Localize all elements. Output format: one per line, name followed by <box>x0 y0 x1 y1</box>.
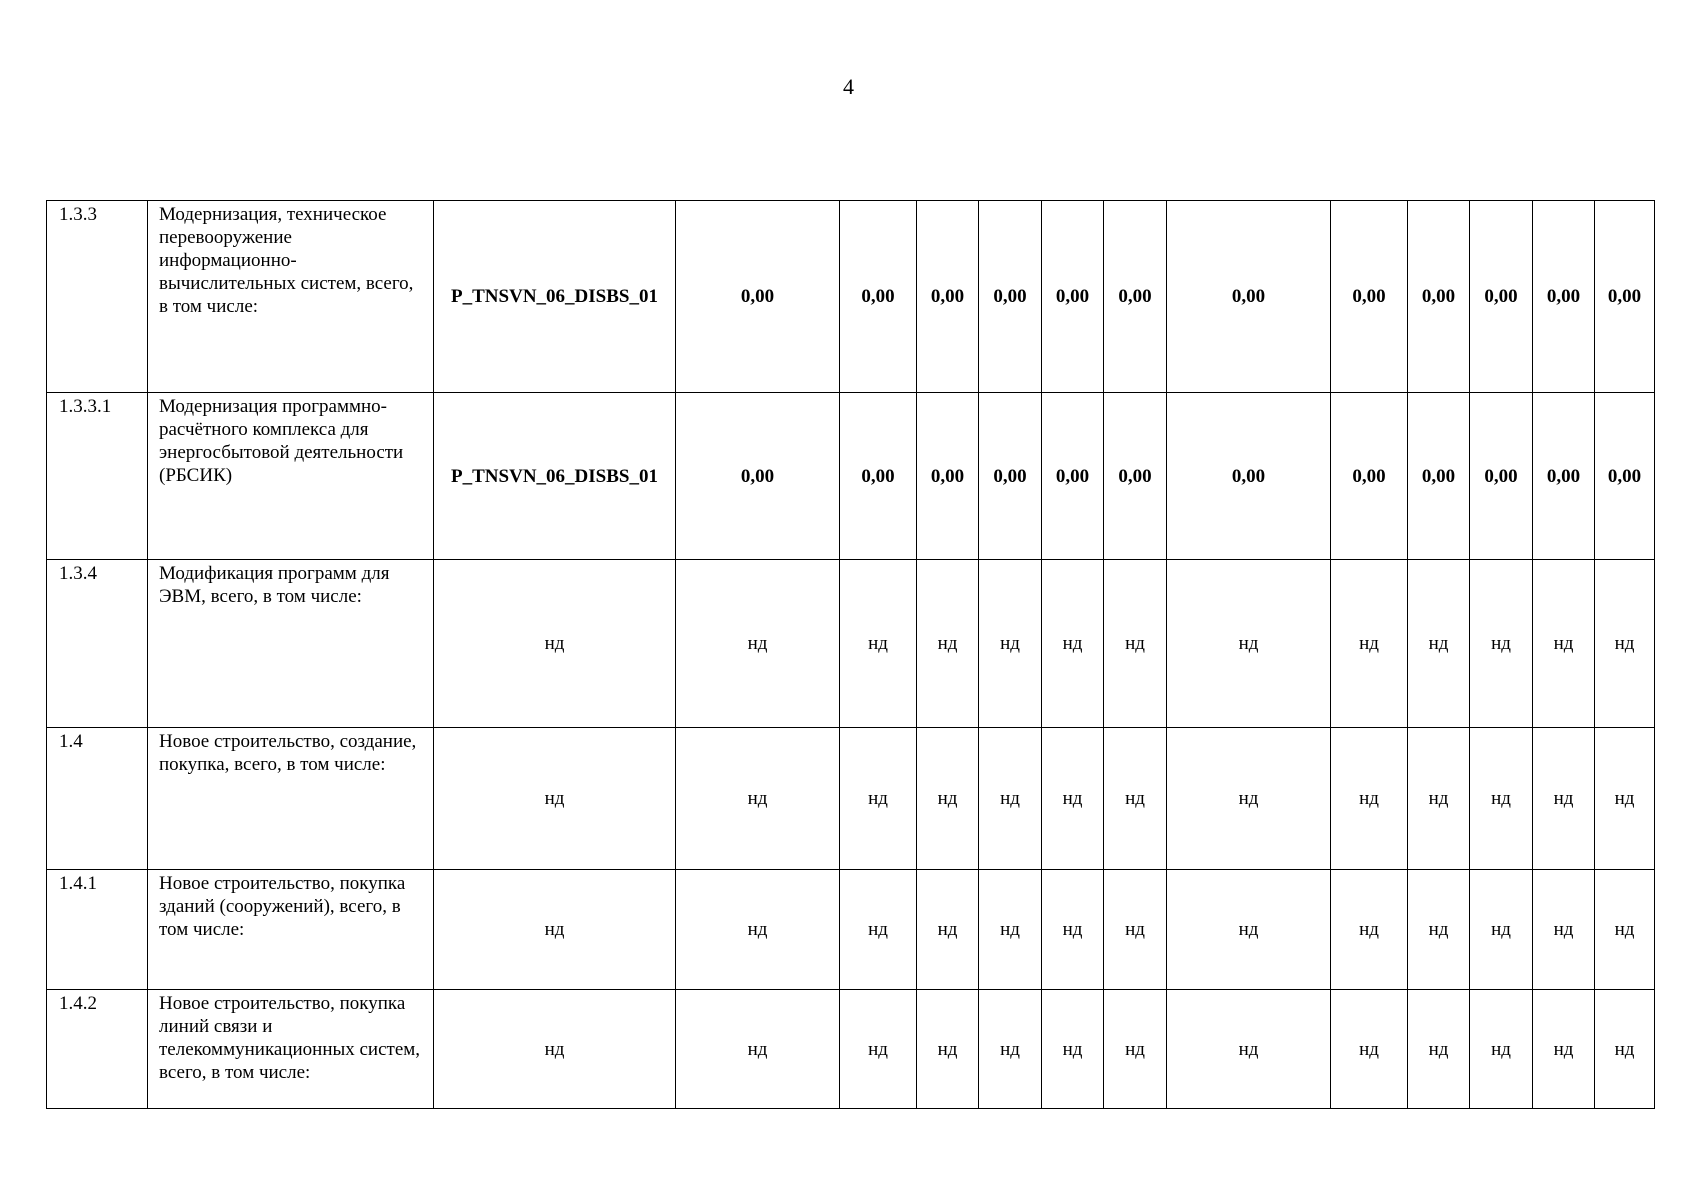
table-row <box>47 990 1655 1109</box>
value-cell: нд <box>979 870 1042 990</box>
value-cell: 0,00 <box>1167 393 1331 560</box>
value-cell: 0,00 <box>1042 201 1104 393</box>
row-name: Модернизация, техническое перевооружение информационно-вычислительных систем, всего, в том числе: <box>148 201 434 393</box>
value-cell: нд <box>1470 560 1533 728</box>
value-cell: нд <box>1331 870 1408 990</box>
value-cell: 0,00 <box>1533 201 1595 393</box>
value-cell: нд <box>1595 560 1655 728</box>
value-cell: нд <box>1042 728 1104 870</box>
row-name: Новое строительство, покупка линий связи и телекоммуникационных систем, всего, в том числе: <box>148 990 434 1109</box>
value-cell: нд <box>1167 990 1331 1109</box>
value-cell: нд <box>1104 990 1167 1109</box>
value-cell: нд <box>1104 728 1167 870</box>
table-row <box>47 560 1655 728</box>
value-cell: нд <box>1331 728 1408 870</box>
value-cell: нд <box>1533 990 1595 1109</box>
value-cell: нд <box>979 560 1042 728</box>
row-number: 1.4.1 <box>47 870 148 990</box>
row-name: Модернизация программно-расчётного комплекса для энергосбытовой деятельности (РБСИК) <box>148 393 434 560</box>
investment-table <box>46 200 1655 1109</box>
row-code: P_TNSVN_06_DISBS_01 <box>434 201 676 393</box>
value-cell: 0,00 <box>1595 393 1655 560</box>
value-cell: 0,00 <box>1595 201 1655 393</box>
table-row <box>47 870 1655 990</box>
value-cell: нд <box>979 728 1042 870</box>
value-cell: 0,00 <box>1533 393 1595 560</box>
value-cell: 0,00 <box>1470 201 1533 393</box>
value-cell: нд <box>1167 728 1331 870</box>
row-code: нд <box>434 990 676 1109</box>
value-cell: нд <box>917 560 979 728</box>
row-number: 1.3.3 <box>47 201 148 393</box>
value-cell: нд <box>1167 870 1331 990</box>
value-cell: нд <box>840 870 917 990</box>
value-cell: нд <box>1042 990 1104 1109</box>
value-cell: нд <box>1595 870 1655 990</box>
value-cell: 0,00 <box>1408 393 1470 560</box>
value-cell: 0,00 <box>840 201 917 393</box>
value-cell: нд <box>1470 728 1533 870</box>
value-cell: нд <box>1595 728 1655 870</box>
value-cell: нд <box>1533 560 1595 728</box>
value-cell: нд <box>1470 990 1533 1109</box>
value-cell: 0,00 <box>979 393 1042 560</box>
value-cell: нд <box>917 990 979 1109</box>
row-number: 1.4.2 <box>47 990 148 1109</box>
value-cell: 0,00 <box>1331 201 1408 393</box>
value-cell: нд <box>1331 990 1408 1109</box>
row-code: нд <box>434 870 676 990</box>
value-cell: нд <box>840 728 917 870</box>
value-cell: нд <box>676 870 840 990</box>
value-cell: нд <box>840 560 917 728</box>
value-cell: 0,00 <box>917 393 979 560</box>
row-number: 1.3.3.1 <box>47 393 148 560</box>
value-cell: нд <box>676 990 840 1109</box>
value-cell: 0,00 <box>840 393 917 560</box>
page-number: 4 <box>843 74 854 99</box>
value-cell: нд <box>917 870 979 990</box>
value-cell: нд <box>840 990 917 1109</box>
table-row <box>47 201 1655 393</box>
row-code: P_TNSVN_06_DISBS_01 <box>434 393 676 560</box>
value-cell: нд <box>1104 560 1167 728</box>
value-cell: нд <box>979 990 1042 1109</box>
value-cell: 0,00 <box>1042 393 1104 560</box>
value-cell: 0,00 <box>1470 393 1533 560</box>
row-code: нд <box>434 560 676 728</box>
value-cell: нд <box>1408 728 1470 870</box>
value-cell: нд <box>1470 870 1533 990</box>
value-cell: 0,00 <box>1104 201 1167 393</box>
row-name: Новое строительство, покупка зданий (сооружений), всего, в том числе: <box>148 870 434 990</box>
row-name: Новое строительство, создание, покупка, всего, в том числе: <box>148 728 434 870</box>
value-cell: нд <box>1042 870 1104 990</box>
value-cell: нд <box>1533 728 1595 870</box>
value-cell: 0,00 <box>676 393 840 560</box>
value-cell: нд <box>1408 870 1470 990</box>
row-name: Модификация программ для ЭВМ, всего, в том числе: <box>148 560 434 728</box>
value-cell: 0,00 <box>676 201 840 393</box>
table-row <box>47 393 1655 560</box>
value-cell: нд <box>676 728 840 870</box>
value-cell: нд <box>1042 560 1104 728</box>
value-cell: 0,00 <box>917 201 979 393</box>
row-number: 1.3.4 <box>47 560 148 728</box>
value-cell: 0,00 <box>1104 393 1167 560</box>
value-cell: 0,00 <box>1331 393 1408 560</box>
table-row <box>47 728 1655 870</box>
value-cell: 0,00 <box>979 201 1042 393</box>
row-code: нд <box>434 728 676 870</box>
value-cell: нд <box>676 560 840 728</box>
value-cell: нд <box>1533 870 1595 990</box>
value-cell: 0,00 <box>1167 201 1331 393</box>
value-cell: нд <box>1167 560 1331 728</box>
value-cell: нд <box>1408 990 1470 1109</box>
value-cell: нд <box>1595 990 1655 1109</box>
value-cell: нд <box>1408 560 1470 728</box>
value-cell: нд <box>917 728 979 870</box>
value-cell: нд <box>1331 560 1408 728</box>
value-cell: нд <box>1104 870 1167 990</box>
value-cell: 0,00 <box>1408 201 1470 393</box>
row-number: 1.4 <box>47 728 148 870</box>
